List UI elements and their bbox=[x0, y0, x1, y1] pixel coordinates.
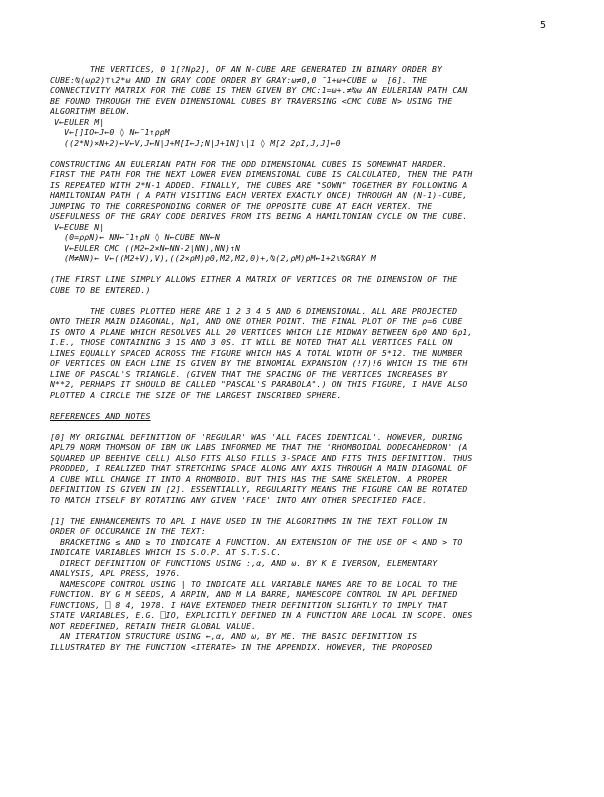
code-line: (0=ρρN)← NN←¯1↑ρN ◊ N←CUBE NN←N bbox=[54, 232, 220, 242]
code-line: V←ECUBE N| bbox=[54, 221, 105, 232]
text-line: OF VERTICES ON EACH LINE IS GIVEN BY THE BINOMIAL EXPANSION (!7)!6 WHICH IS THE 6TH bbox=[50, 358, 468, 368]
text-line: USEFULNESS OF THE GRAY CODE DERIVES FROM ITS BEING A HAMILTONIAN CYCLE ON THE CUBE. bbox=[50, 211, 468, 221]
text-line: BE FOUND THROUGH THE EVEN DIMENSIONAL CUBES BY TRAVERSING <CMC CUBE N> USING THE bbox=[50, 95, 453, 106]
paragraph-odd-cubes bbox=[50, 159, 590, 222]
text-line: N**2, PERHAPS IT SHOULD BE CALLED "PASCAL'S PARABOLA".) ON THIS FIGURE, I HAVE ALSO bbox=[50, 379, 468, 389]
text-line: ONTO THEIR MAIN DIAGONAL, Nρ1, AND ONE OTHER POINT. THE FINAL PLOT OF THE ρ=6 CUBE bbox=[50, 316, 463, 326]
paragraph-plotted-cubes bbox=[50, 306, 590, 401]
text-line: CUBE:⍉(ωρ2)⊤⍳2*ω AND IN GRAY CODE ORDER BY GRAY:ω≠0,0 ¯1+ω+CUBE ω [6]. THE bbox=[50, 74, 428, 85]
text-line: [1] THE ENHANCEMENTS TO APL I HAVE USED IN THE ALGORITHMS IN THE TEXT FOLLOW IN bbox=[50, 515, 448, 526]
text-line: ANALYSIS, APL PRESS, 1976. bbox=[50, 568, 181, 578]
text-line: CONSTRUCTING AN EULERIAN PATH FOR THE ODD DIMENSIONAL CUBES IS SOMEWHAT HARDER. bbox=[50, 158, 448, 169]
text-line: FUNCTION. BY G M SEEDS, A ARPIN, AND M LA BARRE, NAMESCOPE CONTROL IN APL DEFINED bbox=[50, 589, 458, 599]
text-line: IS ONTO A PLANE WHICH RESOLVES ALL 20 VERTICES WHICH LIE MIDWAY BETWEEN 6ρ0 AND 6ρ1, bbox=[50, 326, 473, 337]
text-line: LINES EQUALLY SPACED ACROSS THE FIGURE WHICH HAS A TOTAL WIDTH OF 5*12. THE NUMBER bbox=[50, 347, 463, 358]
section-heading: REFERENCES AND NOTES bbox=[50, 410, 151, 421]
text-line: AN ITERATION STRUCTURE USING ←,α, AND ω, BY ME. THE BASIC DEFINITION IS bbox=[50, 631, 418, 641]
text-line: LINE OF PASCAL'S TRIANGLE. (GIVEN THAT THE SPACING OF THE VERTICES INCREASES BY bbox=[50, 368, 448, 379]
text-line: DIRECT DEFINITION OF FUNCTIONS USING :,α, AND ω. BY K E IVERSON, ELEMENTARY bbox=[50, 557, 438, 568]
text-line: APL79 NORM THOMSON OF IBM UK LABS INFORMED ME THAT THE 'RHOMBOIDAL DODECAHEDRON' (A bbox=[50, 442, 468, 452]
text-line: NOT REDEFINED, RETAIN THEIR GLOBAL VALUE. bbox=[50, 620, 257, 631]
text-line: PRODDED, I REALIZED THAT STRETCHING SPACE ALONG ANY AXIS THROUGH A MAIN DIAGONAL OF bbox=[50, 463, 468, 473]
page-number: 5 bbox=[539, 20, 546, 31]
text-line: ILLUSTRATED BY THE FUNCTION <ITERATE> IN THE APPENDIX. HOWEVER, THE PROPOSED bbox=[50, 641, 433, 652]
code-block-ecube bbox=[50, 222, 590, 264]
text-line: DEFINITION IS GIVEN IN [2]. ESSENTIALLY, REGULARITY MEANS THE FIGURE CAN BE ROTATED bbox=[50, 484, 468, 494]
code-line: ((2*N)×N+2)←V←V,J←N|J+M[I←J;N|J+1N]⍳∣1 ◊ M[2 2ρI,J,J]←0 bbox=[54, 137, 341, 148]
note-0 bbox=[50, 432, 590, 506]
text-line: ORDER OF OCCURANCE IN THE TEXT: bbox=[50, 526, 206, 536]
text-line: NAMESCOPE CONTROL USING | TO INDICATE ALL VARIABLE NAMES ARE TO BE LOCAL TO THE bbox=[50, 578, 458, 589]
text-line: BRACKETING ≤ AND ≥ TO INDICATE A FUNCTION. AN EXTENSION OF THE USE OF < AND > TO bbox=[50, 536, 463, 547]
text-line: FUNCTIONS, ⎕ 8 4, 1978. I HAVE EXTENDED THEIR DEFINITION SLIGHTLY TO IMPLY THAT bbox=[50, 599, 448, 610]
paragraph-vertices bbox=[50, 64, 590, 117]
code-line: (M≠NN)← V←((M2+V),V),((2×ρM)ρ0,M2,M2,0)+,⍉(2,ρM)ρM←1+2⍳⍉GRAY M bbox=[54, 253, 376, 263]
paragraph-first-line bbox=[50, 274, 590, 295]
code-block-euler bbox=[50, 117, 590, 149]
note-1 bbox=[50, 516, 590, 653]
code-line: V←EULER CMC ((M2←2×N←NN-2|NN),NN)↑N bbox=[54, 242, 241, 253]
text-line: [0] MY ORIGINAL DEFINITION OF 'REGULAR' WAS 'ALL FACES IDENTICAL'. HOWEVER, DURING bbox=[50, 431, 463, 442]
text-line: TO MATCH ITSELF BY ROTATING ANY GIVEN 'FACE' INTO ANY OTHER SPECIFIED FACE. bbox=[50, 494, 428, 505]
text-line: PLOTTED A CIRCLE THE SIZE OF THE LARGEST INSCRIBED SPHERE. bbox=[50, 389, 342, 400]
text-line: THE CUBES PLOTTED HERE ARE 1 2 3 4 5 AND 6 DIMENSIONAL. ALL ARE PROJECTED bbox=[90, 305, 458, 316]
text-line: STATE VARIABLES, E.G. ⎕IO, EXPLICITLY DEFINED IN A FUNCTION ARE LOCAL IN SCOPE. ONES bbox=[50, 610, 473, 620]
text-line: IS REPEATED WITH 2*N-1 ADDED. FINALLY, THE CUBES ARE "SOWN" TOGETHER BY FOLLOWING A bbox=[50, 179, 468, 190]
text-line: I.E., THOSE CONTAINING 3 1S AND 3 0S. IT WILL BE NOTED THAT ALL VERTICES FALL ON bbox=[50, 337, 453, 347]
text-line: HAMILTONIAN PATH ( A PATH VISITING EACH VERTEX EXACTLY ONCE) THROUGH AN (N-1)-CUBE, bbox=[50, 190, 468, 200]
text-line: CONNECTIVITY MATRIX FOR THE CUBE IS THEN GIVEN BY CMC:1=ω+.≠⍉ω AN EULERIAN PATH CAN bbox=[50, 85, 468, 95]
code-line: V←[]IO←J←0 ◊ N←¯1↑ρρM bbox=[54, 127, 170, 137]
text-line: INDICATE VARIABLES WHICH IS S.O.P. AT S.T.S.C. bbox=[50, 547, 282, 557]
text-line: ALGORITHM BELOW. bbox=[50, 106, 131, 116]
code-line: V←EULER M| bbox=[54, 116, 105, 127]
text-line: FIRST THE PATH FOR THE NEXT LOWER EVEN DIMENSIONAL CUBE IS CALCULATED, THEN THE PATH bbox=[50, 169, 473, 179]
document-body bbox=[50, 64, 590, 652]
text-line: (THE FIRST LINE SIMPLY ALLOWS EITHER A MATRIX OF VERTICES OR THE DIMENSION OF THE bbox=[50, 274, 458, 284]
text-line: CUBE TO BE ENTERED.) bbox=[50, 284, 151, 295]
text-line: SQUARED UP BEEHIVE CELL) ALSO FITS ALSO FILLS 3-SPACE AND FITS THIS DEFINITION. THUS bbox=[50, 452, 473, 463]
text-line: JUMPING TO THE CORRESPONDING CORNER OF THE OPPOSITE CUBE AT EACH VERTEX. THE bbox=[50, 200, 433, 211]
text-line: A CUBE WILL CHANGE IT INTO A RHOMBOID. BUT THIS HAS THE SAME SKELETON. A PROPER bbox=[50, 473, 448, 484]
text-line: THE VERTICES, 0 1[?Nρ2], OF AN N-CUBE ARE GENERATED IN BINARY ORDER BY bbox=[90, 64, 443, 74]
